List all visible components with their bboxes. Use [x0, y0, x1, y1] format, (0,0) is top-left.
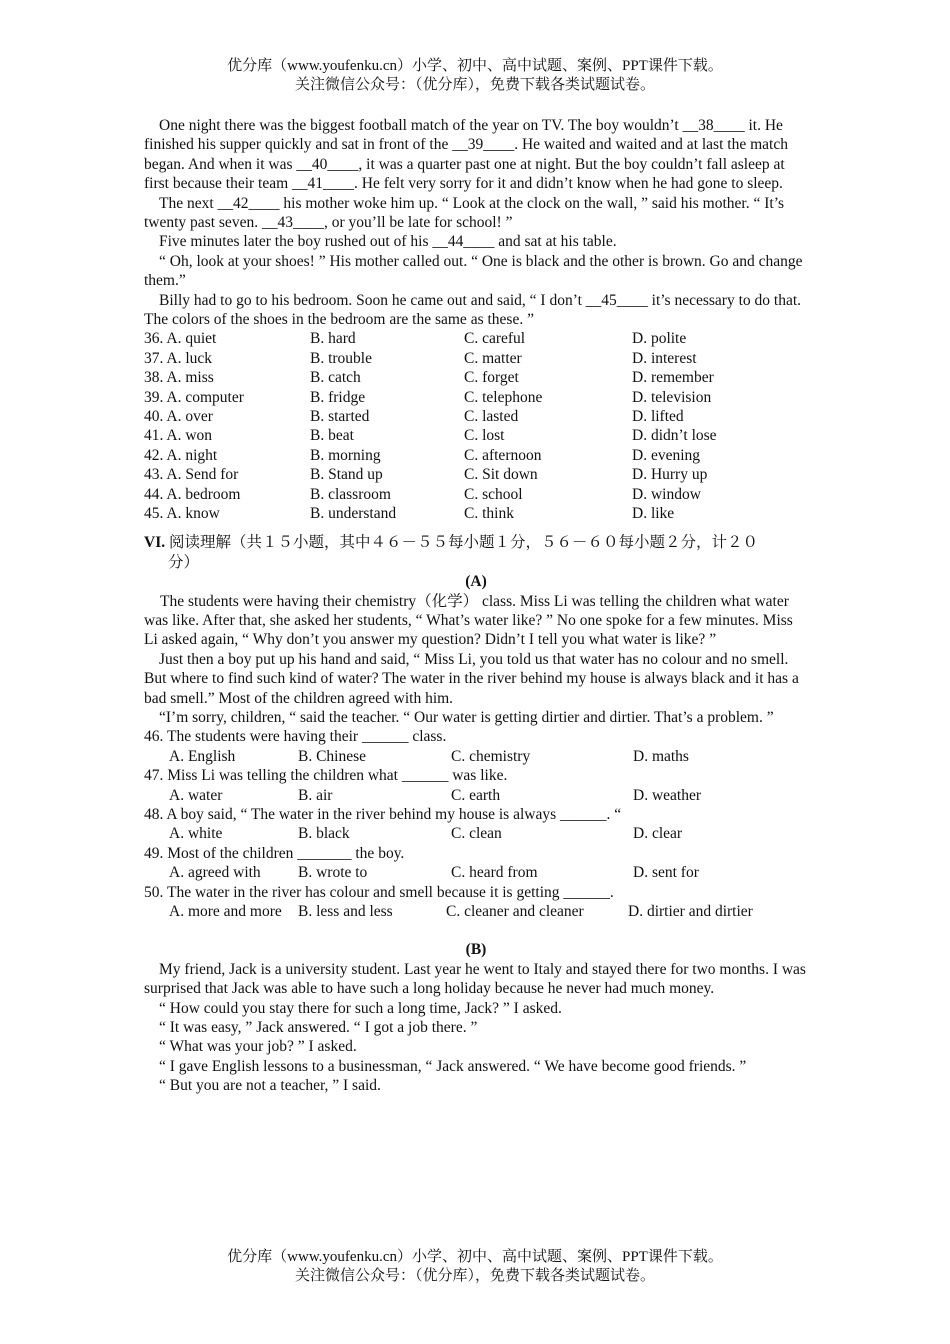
cloze-passage — [144, 116, 808, 329]
option-c: C. afternoon — [464, 446, 542, 464]
passage-paragraph: “ How could you stay there for such a long time, Jack? ” I asked. — [159, 999, 562, 1017]
option-d: D. Hurry up — [632, 466, 708, 484]
option-a: A. water — [169, 786, 223, 804]
option-a: 43. A. Send for — [144, 466, 239, 484]
header-line-1: 优分库（www.youfenku.cn）小学、初中、高中试题、案例、PPT课件下载。 — [227, 58, 723, 74]
option-b: B. classroom — [310, 485, 391, 503]
page-header — [0, 57, 950, 95]
question-options — [144, 824, 808, 843]
option-row — [144, 388, 808, 407]
option-c: C. forget — [464, 369, 519, 387]
option-b: B. Chinese — [298, 747, 367, 765]
option-c: C. Sit down — [464, 466, 538, 484]
option-d: D. like — [632, 504, 675, 522]
option-b: B. catch — [310, 369, 361, 387]
option-a: A. more and more — [169, 903, 282, 921]
option-c: C. chemistry — [451, 747, 531, 765]
option-c: C. matter — [464, 349, 522, 367]
option-a: 36. A. quiet — [144, 330, 217, 348]
option-row — [144, 485, 808, 504]
option-row — [144, 329, 808, 348]
option-c: C. earth — [451, 786, 501, 804]
option-c: C. heard from — [451, 864, 538, 882]
question — [144, 883, 808, 922]
question — [144, 805, 808, 844]
cloze-paragraph: Five minutes later the boy rushed out of his __44____ and sat at his table. — [159, 233, 617, 251]
section-number: VI. — [144, 534, 166, 552]
option-row — [144, 446, 808, 465]
cloze-paragraph: Billy had to go to his bedroom. Soon he came out and said, “ I don’t __45____ it’s necessary to do that. The colors of the shoes in the bedroom are the same as these. ” — [144, 291, 802, 329]
option-c: C. lost — [464, 427, 505, 445]
option-a: 44. A. bedroom — [144, 485, 241, 503]
question-options — [144, 747, 808, 766]
option-b: B. Stand up — [310, 466, 383, 484]
option-row — [144, 349, 808, 368]
question-stem: 47. Miss Li was telling the children what ______ was like. — [144, 767, 508, 785]
question — [144, 727, 808, 766]
passage-a — [144, 592, 808, 728]
option-b: B. fridge — [310, 388, 366, 406]
option-b: B. black — [298, 825, 350, 843]
option-c: C. think — [464, 504, 514, 522]
option-b: B. wrote to — [298, 864, 368, 882]
passage-paragraph: Just then a boy put up his hand and said, “ Miss Li, you told us that water has no colour and no smell. But where to find such kind of water? The water in the river behind my house is always black and it has a bad smell.” Most of the children agreed with him. — [144, 650, 799, 707]
footer-line-2: 关注微信公众号：（优分库），免费下载各类试题试卷。 — [294, 1268, 655, 1284]
option-b: B. trouble — [310, 349, 372, 367]
option-d: D. lifted — [632, 408, 684, 426]
option-c: C. cleaner and cleaner — [446, 903, 584, 921]
option-row — [144, 368, 808, 387]
option-row — [144, 407, 808, 426]
option-d: D. remember — [632, 369, 714, 387]
option-a: 42. A. night — [144, 446, 218, 464]
option-d: D. interest — [632, 349, 697, 367]
question-options — [144, 863, 808, 882]
option-b: B. beat — [310, 427, 354, 445]
passage-paragraph: “ But you are not a teacher, ” I said. — [159, 1077, 381, 1095]
question-stem: 48. A boy said, “ The water in the river behind my house is always ______. “ — [144, 806, 622, 824]
option-d: D. window — [632, 485, 701, 503]
option-d: D. weather — [633, 786, 701, 804]
question-stem: 46. The students were having their ______ class. — [144, 728, 447, 746]
section-title-end: 分） — [168, 553, 200, 571]
option-row — [144, 426, 808, 445]
option-c: C. lasted — [464, 408, 519, 426]
option-a: A. white — [169, 825, 223, 843]
section-heading — [144, 533, 808, 572]
option-d: D. evening — [632, 446, 701, 464]
passage-paragraph: “ I gave English lessons to a businessman, “ Jack answered. “ We have become good friends. ” — [159, 1057, 747, 1075]
option-a: 40. A. over — [144, 408, 213, 426]
option-d: D. didn’t lose — [632, 427, 717, 445]
footer-line-1: 优分库（www.youfenku.cn）小学、初中、高中试题、案例、PPT课件下载。 — [227, 1249, 723, 1265]
option-b: B. less and less — [298, 903, 393, 921]
option-a: A. English — [169, 747, 236, 765]
passage-b-label: (B) — [465, 941, 487, 959]
option-a: 45. A. know — [144, 504, 220, 522]
option-d: D. clear — [633, 825, 683, 843]
option-a: 38. A. miss — [144, 369, 214, 387]
passage-b — [144, 960, 808, 1096]
cloze-options — [144, 329, 808, 523]
option-b: B. understand — [310, 504, 397, 522]
passage-paragraph: “I’m sorry, children, “ said the teacher. “ Our water is getting dirtier and dirtier. That’s a problem. ” — [159, 709, 774, 727]
header-line-2: 关注微信公众号：（优分库），免费下载各类试题试卷。 — [294, 77, 655, 93]
option-b: B. started — [310, 408, 370, 426]
question — [144, 844, 808, 883]
option-b: B. morning — [310, 446, 381, 464]
document-body — [144, 116, 808, 1096]
cloze-paragraph: “ Oh, look at your shoes! ” His mother called out. “ One is black and the other is brown. Go and change them.” — [144, 252, 803, 290]
question-options — [144, 902, 808, 921]
option-c: C. school — [464, 485, 523, 503]
option-c: C. clean — [451, 825, 502, 843]
question-options — [144, 786, 808, 805]
option-c: C. telephone — [464, 388, 543, 406]
question — [144, 766, 808, 805]
option-d: D. dirtier and dirtier — [628, 903, 753, 921]
option-d: D. television — [632, 388, 712, 406]
option-b: B. air — [298, 786, 333, 804]
spacer — [144, 921, 808, 940]
option-row — [144, 504, 808, 523]
option-a: 39. A. computer — [144, 388, 244, 406]
option-a: 41. A. won — [144, 427, 213, 445]
question-stem: 49. Most of the children _______ the boy. — [144, 844, 405, 862]
passage-a-label: (A) — [465, 573, 487, 591]
question-stem: 50. The water in the river has colour and smell because it is getting ______. — [144, 883, 614, 901]
option-row — [144, 465, 808, 484]
passage-paragraph: My friend, Jack is a university student. Last year he went to Italy and stayed there for two months. I was surprised that Jack was able to have such a long holiday because he never had much money. — [144, 960, 806, 998]
option-a: 37. A. luck — [144, 349, 213, 367]
passage-a-questions — [144, 727, 808, 921]
option-a: A. agreed with — [169, 864, 261, 882]
option-d: D. polite — [632, 330, 687, 348]
passage-paragraph: “ What was your job? ” I asked. — [159, 1038, 357, 1056]
page-footer — [0, 1248, 950, 1286]
section-title: 阅读理解（共１５小题，其中４６－５５每小题１分，５６－６０每小题２分，计２０ — [168, 534, 758, 552]
option-b: B. hard — [310, 330, 356, 348]
cloze-paragraph: One night there was the biggest football match of the year on TV. The boy wouldn’t __38____ it. He finished his supper quickly and sat in front of the __39____. He waited and waited and at last the match began. And when it was __40____, it was a quarter past one at night. But the boy couldn’t fall asleep at first because their team __41____. He felt very sorry for it and didn’t know when he had gone to sleep. — [144, 117, 788, 193]
option-c: C. careful — [464, 330, 526, 348]
option-d: D. maths — [633, 747, 689, 765]
passage-paragraph: The students were having their chemistry（化学） class. Miss Li was telling the children what water was like. After that, she asked her students, “ What’s water like? ” No one spoke for a few minutes. Miss Li asked again, “ Why don’t you answer my question? Didn’t I tell you what water is like? ” — [144, 592, 793, 649]
passage-paragraph: “ It was easy, ” Jack answered. “ I got a job there. ” — [159, 1019, 478, 1037]
option-d: D. sent for — [633, 864, 699, 882]
cloze-paragraph: The next __42____ his mother woke him up. “ Look at the clock on the wall, ” said his mother. “ It’s twenty past seven. __43____, or you’ll be late for school! ” — [144, 194, 785, 232]
